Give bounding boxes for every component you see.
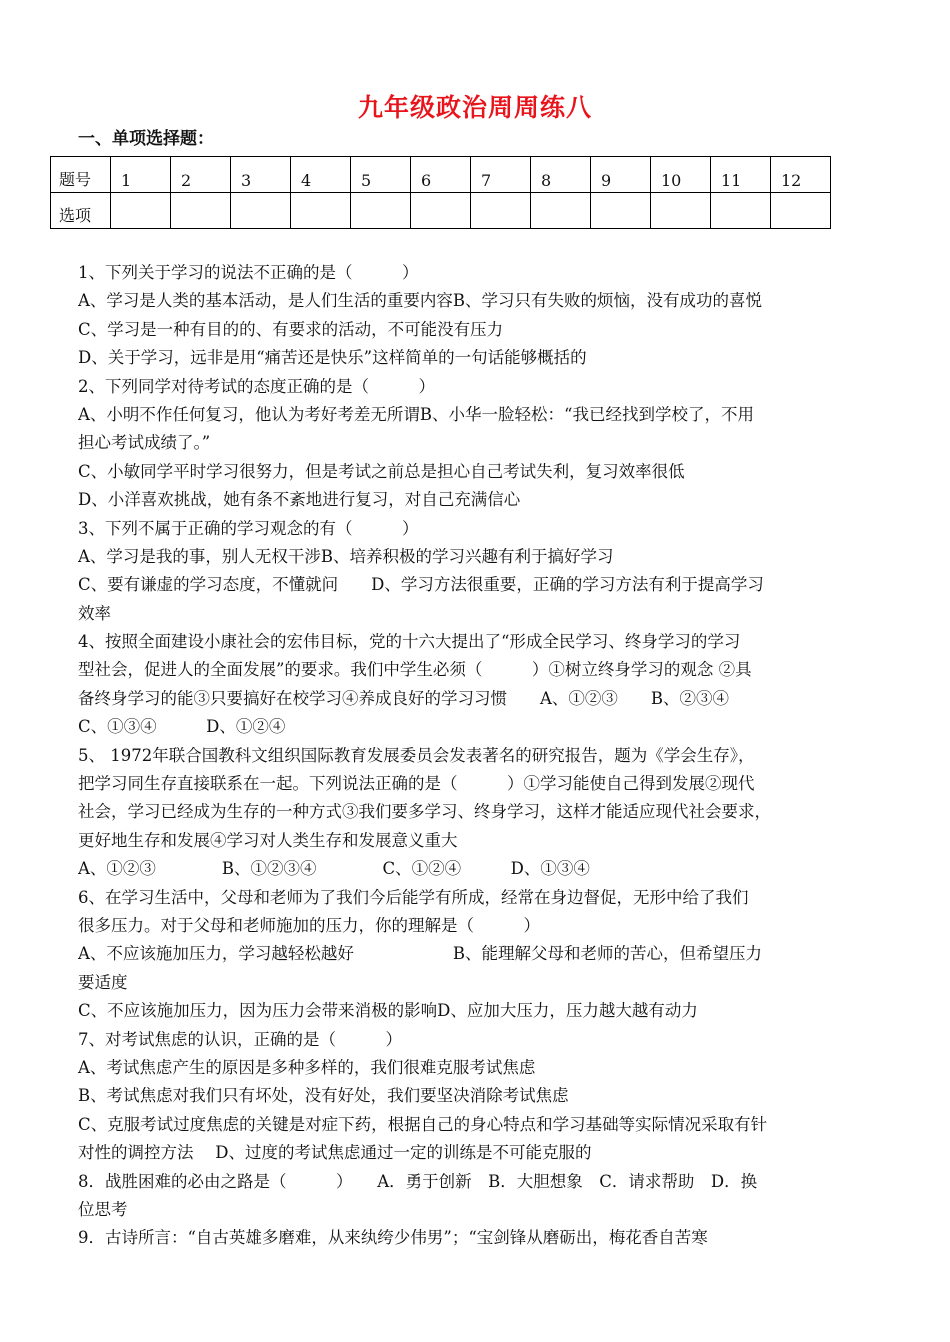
question-number-cell: 3 [231,157,291,193]
question-number-cell: 11 [711,157,771,193]
text-line: 对性的调控方法 D、过度的考试焦虑通过一定的训练是不可能克服的 [78,1143,592,1163]
question-number-cell: 9 [591,157,651,193]
text-line: 1、下列关于学习的说法不正确的是（ ） [78,263,419,282]
answer-cell[interactable] [171,193,231,229]
text-line: 更好地生存和发展④学习对人类生存和发展意义重大 [78,830,458,850]
text-line: 7、对考试焦虑的认识，正确的是（ ） [78,1029,402,1049]
question-number-cell: 4 [291,157,351,193]
text-line: 4、按照全面建设小康社会的宏伟目标，党的十六大提出了“形成全民学习、终身学习的学习 [78,632,741,652]
answer-cell[interactable] [111,193,171,229]
text-line: 担心考试成绩了。” [78,433,211,453]
text-line: C、学习是一种有目的的、有要求的活动，不可能没有压力 [78,319,504,339]
table-row-answers [51,193,831,229]
text-line: 备终身学习的能③只要搞好在校学习④养成良好的学习习惯 A、①②③ B、②③④ [78,688,730,708]
answer-cell[interactable] [231,193,291,229]
text-line: C、不应该施加压力，因为压力会带来消极的影响D、应加大压力，压力越大越有动力 [78,1001,698,1021]
answer-cell[interactable] [351,193,411,229]
text-line: D、关于学习，远非是用“痛苦还是快乐”这样简单的一句话能够概括的 [78,348,587,368]
text-line: C、要有谦虚的学习态度，不懂就问 D、学习方法很重要，正确的学习方法有利于提高学习 [78,575,764,595]
text-line: A、考试焦虑产生的原因是多种多样的，我们很难克服考试焦虑 [78,1057,536,1077]
text-line: 型社会，促进人的全面发展”的要求。我们中学生必须（ ）①树立终身学习的观念 ②具 [78,660,752,680]
question-number-cell: 8 [531,157,591,193]
text-line: 要适度 [78,972,128,992]
text-line: C、小敏同学平时学习很努力，但是考试之前总是担心自己考试失利，复习效率很低 [78,461,685,481]
text-line: 6、在学习生活中，父母和老师为了我们今后能学有所成，经常在身边督促，无形中给了我们 [78,887,749,907]
text-line: A、小明不作任何复习，他认为考好考差无所谓B、小华一脸轻松：“我已经找到学校了，不用 [78,404,754,424]
answer-cell[interactable] [651,193,711,229]
text-line: 3、下列不属于正确的学习观念的有（ ） [78,518,419,538]
text-line: 位思考 [78,1199,128,1219]
answer-cell[interactable] [771,193,831,229]
answer-table [50,156,831,229]
text-line: 社会，学习已经成为生存的一种方式③我们要多学习、终身学习，这样才能适应现代社会要求， [78,802,771,822]
answer-cell[interactable] [291,193,351,229]
text-line: 8．战胜困难的必由之路是（ ） A．勇于创新 B．大胆想象 C．请求帮助 D．换 [78,1171,758,1191]
question-number-cell: 12 [771,157,831,193]
text-line: A、①②③ B、①②③④ C、①②④ D、①③④ [78,859,590,879]
text-line: A、学习是人类的基本活动，是人们生活的重要内容B、学习只有失败的烦恼，没有成功的喜悦 [78,291,763,311]
text-line: A、不应该施加压力，学习越轻松越好 B、能理解父母和老师的苦心，但希望压力 [78,944,763,964]
page-title: 九年级政治周周练八 [357,93,592,122]
question-number-cell: 2 [171,157,231,193]
table-row-numbers [51,157,831,193]
answer-cell[interactable] [471,193,531,229]
answer-cell[interactable] [411,193,471,229]
text-line: 5、 1972年联合国教科文组织国际教育发展委员会发表著名的研究报告，题为《学会生存》， [78,745,755,765]
text-line: 2、下列同学对待考试的态度正确的是（ ） [78,376,435,396]
text-line: D、小洋喜欢挑战，她有条不紊地进行复习，对自己充满信心 [78,490,521,510]
question-number-cell: 1 [111,157,171,193]
text-line: 9．古诗所言：“自古英雄多磨难，从来纨绔少伟男”；“宝剑锋从磨砺出，梅花香自苦寒 [78,1228,708,1248]
section-heading: 一、单项选择题： [78,129,214,149]
row-label-number: 题号 [51,157,111,193]
text-line: A、学习是我的事，别人无权干涉B、培养积极的学习兴趣有利于搞好学习 [78,546,614,566]
row-label-answer: 选项 [51,193,111,229]
text-line: C、克服考试过度焦虑的关键是对症下药，根据自己的身心特点和学习基础等实际情况采取有针 [78,1114,768,1134]
text-line: 把学习同生存直接联系在一起。下列说法正确的是（ ）①学习能使自己得到发展②现代 [78,774,755,794]
question-number-cell: 6 [411,157,471,193]
question-number-cell: 10 [651,157,711,193]
question-number-cell: 7 [471,157,531,193]
text-line: C、①③④ D、①②④ [78,717,286,737]
answer-cell[interactable] [591,193,651,229]
text-line: B、考试焦虑对我们只有坏处，没有好处，我们要坚决消除考试焦虑 [78,1086,569,1106]
answer-cell[interactable] [531,193,591,229]
question-number-cell: 5 [351,157,411,193]
text-line: 效率 [78,603,111,623]
answer-cell[interactable] [711,193,771,229]
question-body [78,259,878,1253]
text-line: 很多压力。对于父母和老师施加的压力，你的理解是（ ） [78,915,540,935]
